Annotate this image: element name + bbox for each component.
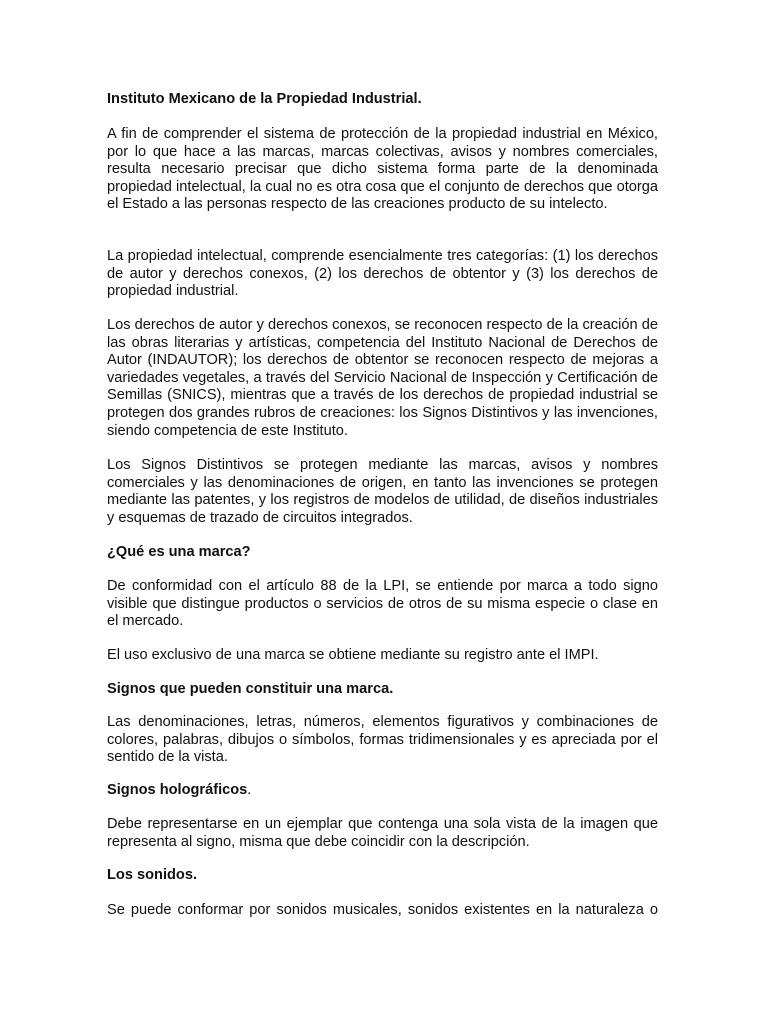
- paragraph-intro: A fin de comprender el sistema de protección de la propiedad industrial en México, por lo que hace a las marcas, marcas colectivas, avisos y nombres comerciales, resulta necesario precisar que dicho sistema forma parte de la denominada propiedad intelectual, la cual no es otra cosa que el conjunto de derechos que otorga el Estado a las personas respecto de las creaciones producto de su intelecto.: [107, 126, 658, 213]
- heading-signos-holograficos: [107, 782, 251, 800]
- heading-signos-holograficos-text: Signos holográficos: [107, 782, 248, 798]
- heading-que-es-marca: ¿Qué es una marca?: [107, 544, 251, 560]
- document-title: Instituto Mexicano de la Propiedad Industrial.: [107, 91, 422, 107]
- paragraph-holograficos: Debe representarse en un ejemplar que contenga una sola vista de la imagen que representa al signo, misma que debe coincidir con la descripción.: [107, 816, 658, 850]
- heading-sonidos: Los sonidos.: [107, 867, 197, 883]
- paragraph-sonidos: Se puede conformar por sonidos musicales, sonidos existentes en la naturaleza o: [107, 902, 658, 918]
- paragraph-derechos: Los derechos de autor y derechos conexos, se reconocen respecto de la creación de las obras literarias y artísticas, competencia del Instituto Nacional de Derechos de Autor (INDAUTOR); los derechos de obtentor se reconocen respecto de mejoras a variedades vegetales, a través del Servicio Nacional de Inspección y Certificación de Semillas (SNICS), mientras que a través de los derechos de propiedad industrial se protegen dos grandes rubros de creaciones: los Signos Distintivos y las invenciones, siendo competencia de este Instituto.: [107, 317, 658, 439]
- paragraph-categorias: La propiedad intelectual, comprende esencialmente tres categorías: (1) los derechos de autor y derechos conexos, (2) los derechos de obtentor y (3) los derechos de propiedad industrial.: [107, 248, 658, 300]
- paragraph-definicion-marca: De conformidad con el artículo 88 de la LPI, se entiende por marca a todo signo visible que distingue productos o servicios de otros de su misma especie o clase en el mercado.: [107, 578, 658, 630]
- paragraph-signos-marca: Las denominaciones, letras, números, elementos figurativos y combinaciones de colores, palabras, dibujos o símbolos, formas tridimensionales y es apreciada por el sentido de la vista.: [107, 714, 658, 766]
- paragraph-signos-distintivos: Los Signos Distintivos se protegen mediante las marcas, avisos y nombres comerciales y las denominaciones de origen, en tanto las invenciones se protegen mediante las patentes, y los registros de modelos de utilidad, de diseños industriales y esquemas de trazado de circuitos integrados.: [107, 457, 658, 526]
- heading-signos-holograficos-period: .: [247, 782, 252, 798]
- heading-signos-marca: Signos que pueden constituir una marca.: [107, 681, 394, 697]
- paragraph-uso-exclusivo: El uso exclusivo de una marca se obtiene mediante su registro ante el IMPI.: [107, 647, 599, 663]
